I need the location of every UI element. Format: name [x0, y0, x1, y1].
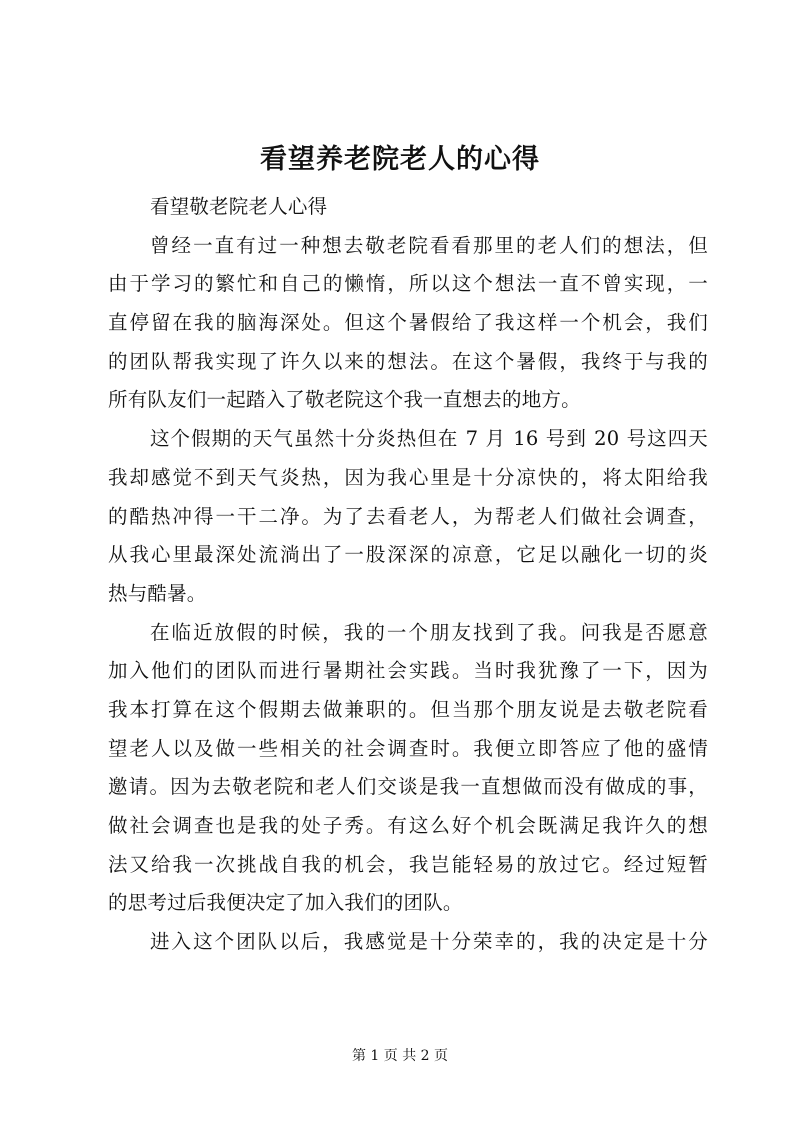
page-footer: 第 1 页 共 2 页 [351, 1048, 449, 1064]
body-line: 热与酷暑。 [108, 581, 207, 605]
body-line: 从我心里最深处流淌出了一股深深的凉意，它足以融化一切的炎 [108, 543, 708, 567]
body-line: 所有队友们一起踏入了敬老院这个我一直想去的地方。 [108, 388, 581, 412]
body-line: 看望敬老院老人心得 [150, 195, 328, 218]
body-line: 的团队帮我实现了许久以来的想法。在这个暑假，我终于与我的 [108, 349, 708, 373]
body-line: 曾经一直有过一种想去敬老院看看那里的老人们的想法，但 [150, 233, 708, 257]
body-line: 的思考过后我便决定了加入我们的团队。 [108, 891, 463, 915]
body-line: 我却感觉不到天气炎热，因为我心里是十分凉快的，将太阳给我 [108, 465, 708, 489]
body-line: 的酷热冲得一干二净。为了去看老人，为帮老人们做社会调查， [108, 504, 708, 528]
body-line: 由于学习的繁忙和自己的懒惰，所以这个想法一直不曾实现，一 [108, 272, 708, 296]
body-line: 望老人以及做一些相关的社会调查时。我便立即答应了他的盛情 [108, 736, 708, 760]
body-line: 做社会调查也是我的处子秀。有这么好个机会既满足我许久的想 [108, 814, 708, 837]
body-line: 在临近放假的时候，我的一个朋友找到了我。问我是否愿意 [150, 620, 708, 644]
body-line: 加入他们的团队而进行暑期社会实践。当时我犹豫了一下，因为 [108, 659, 708, 683]
document-body [108, 188, 708, 962]
body-line: 我本打算在这个假期去做兼职的。但当那个朋友说是去敬老院看 [108, 697, 708, 721]
body-line: 进入这个团队以后，我感觉是十分荣幸的，我的决定是十分 [150, 930, 708, 954]
body-line: 法又给我一次挑战自我的机会，我岂能轻易的放过它。经过短暂 [108, 852, 708, 876]
document-title: 看望养老院老人的心得 [260, 144, 540, 175]
body-line: 这个假期的天气虽然十分炎热但在 7 月 16 号到 20 号这四天 [150, 427, 708, 451]
body-line: 直停留在我的脑海深处。但这个暑假给了我这样一个机会，我们 [108, 311, 708, 335]
body-line: 邀请。因为去敬老院和老人们交谈是我一直想做而没有做成的事， [108, 775, 708, 799]
